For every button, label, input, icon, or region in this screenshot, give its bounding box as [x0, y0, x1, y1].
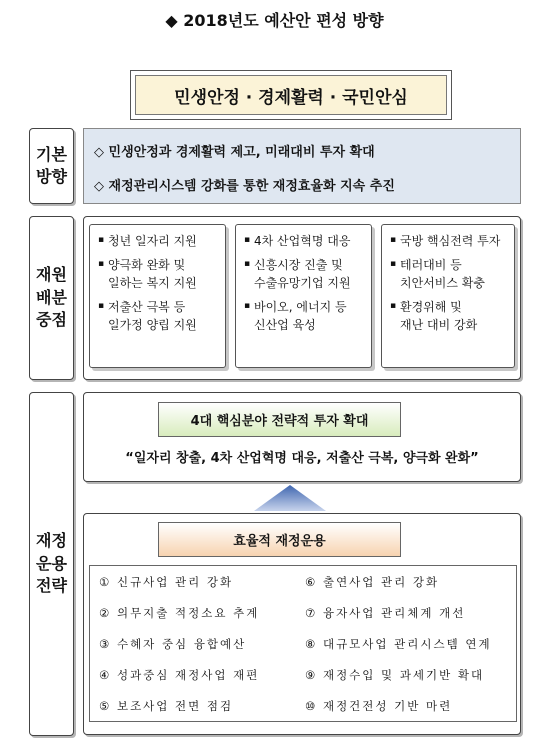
vision-text: 민생안정 · 경제활력 · 국민안심 — [135, 75, 447, 115]
bullet-icon: ▪ — [98, 235, 105, 245]
basic-direction-label: 기본 방향 — [29, 128, 74, 204]
basic-direction-box — [83, 128, 521, 204]
focus-item: ▪ 신흥시장 진출 및 수출유망기업 지원 — [244, 257, 367, 292]
efficiency-item: ⑧ 대규모사업 관리시스템 연계 — [305, 637, 492, 651]
focus-item: ▪ 환경위해 및 재난 대비 강화 — [390, 299, 510, 334]
bullet-icon: ▪ — [244, 259, 251, 270]
focus-item: ▪ 저출산 극복 등 일가정 양립 지원 — [98, 299, 221, 334]
basic-direction-item: ◇ 민생안정과 경제활력 제고, 미래대비 투자 확대 — [94, 145, 375, 160]
efficiency-item: ⑤ 보조사업 전면 점검 — [99, 699, 234, 713]
bullet-icon: ▪ — [244, 301, 251, 312]
focus-item: ▪ 청년 일자리 지원 — [98, 233, 221, 250]
allocation-focus-label: 재원 배분 중점 — [29, 216, 74, 380]
efficiency-item: ② 의무지출 적정소요 추계 — [99, 606, 260, 620]
up-arrow-icon — [250, 483, 330, 513]
efficiency-item: ③ 수혜자 중심 융합예산 — [99, 637, 247, 651]
focus-item: ▪ 테러대비 등 치안서비스 확충 — [390, 257, 510, 292]
efficiency-item: ⑥ 출연사업 관리 강화 — [305, 575, 440, 589]
bullet-icon: ▪ — [98, 259, 105, 270]
focus-item: ▪ 양극화 완화 및 일하는 복지 지원 — [98, 257, 221, 292]
focus-column-welfare — [89, 224, 226, 368]
bullet-icon: ▪ — [244, 235, 251, 245]
basic-direction-item: ◇ 재정관리시스템 강화를 통한 재정효율화 지속 추진 — [94, 179, 395, 194]
vision-box — [130, 70, 452, 120]
bullet-icon: ▪ — [390, 235, 397, 245]
fiscal-strategy-label: 재정 운용 전략 — [29, 392, 74, 736]
efficiency-item: ⑩ 재정건전성 기반 마련 — [305, 699, 453, 713]
focus-item: ▪ 국방 핵심전력 투자 — [390, 233, 510, 250]
focus-column-industry — [235, 224, 372, 368]
efficiency-list — [89, 565, 517, 722]
efficiency-item: ④ 성과중심 재정사업 재편 — [99, 668, 260, 682]
bullet-icon: ▪ — [390, 259, 397, 270]
efficiency-item: ⑦ 융자사업 관리체계 개선 — [305, 606, 466, 620]
investment-quote: “일자리 창출, 4차 산업혁명 대응, 저출산 극복, 양극화 완화” — [125, 451, 479, 466]
page-title: ◆ 2018년도 예산안 편성 방향 — [165, 11, 384, 30]
focus-item: ▪ 4차 산업혁명 대응 — [244, 233, 367, 250]
bullet-icon: ▪ — [390, 301, 397, 312]
efficiency-title: 효율적 재정운용 — [158, 522, 401, 557]
investment-title: 4대 핵심분야 전략적 투자 확대 — [158, 402, 401, 437]
focus-item: ▪ 바이오, 에너지 등 신산업 육성 — [244, 299, 367, 334]
efficiency-item: ⑨ 재정수입 및 과세기반 확대 — [305, 668, 485, 682]
efficiency-item: ① 신규사업 관리 강화 — [99, 575, 234, 589]
focus-column-safety — [381, 224, 515, 368]
bullet-icon: ▪ — [98, 301, 105, 312]
